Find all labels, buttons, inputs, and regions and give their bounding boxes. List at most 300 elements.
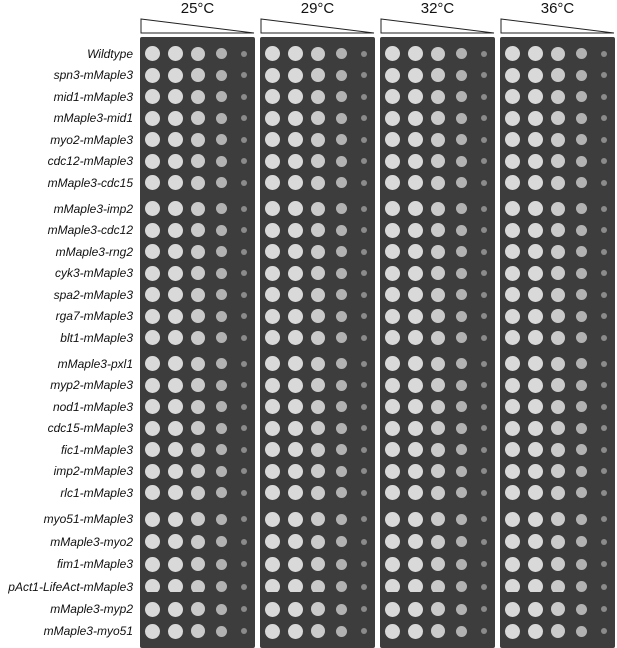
colony-spot: [168, 534, 183, 549]
colony-spot: [456, 156, 467, 167]
strain-label: blt1-mMaple3: [60, 330, 133, 345]
colony-spot: [481, 561, 487, 567]
colony-spot: [551, 176, 565, 190]
colony-spot: [408, 175, 423, 190]
colony-spot: [361, 180, 367, 186]
colony-spot: [336, 581, 347, 592]
colony-spot: [551, 512, 565, 526]
colony-spot: [408, 356, 423, 371]
colony-spot: [408, 464, 423, 479]
colony-spot: [456, 559, 467, 570]
colony-spot: [385, 175, 400, 190]
colony-spot: [191, 443, 205, 457]
colony-spot: [265, 557, 280, 572]
colony-spot: [241, 292, 247, 298]
colony-spot: [311, 378, 325, 392]
colony-spot: [191, 202, 205, 216]
colony-spot: [576, 113, 587, 124]
colony-spot: [241, 468, 247, 474]
colony-spot: [505, 330, 520, 345]
strain-label: myp2-mMaple3: [50, 378, 133, 393]
colony-spot: [145, 602, 160, 617]
colony-spot: [145, 399, 160, 414]
colony-spot: [145, 485, 160, 500]
colony-spot: [191, 624, 205, 638]
colony-spot: [528, 624, 543, 639]
colony-spot: [168, 624, 183, 639]
colony-spot: [505, 602, 520, 617]
colony-spot: [145, 512, 160, 527]
colony-spot: [456, 444, 467, 455]
colony-spot: [241, 490, 247, 496]
colony-spot: [551, 90, 565, 104]
colony-spot: [601, 628, 607, 634]
colony-spot: [551, 133, 565, 147]
colony-spot: [311, 421, 325, 435]
strain-label: mMaple3-cdc15: [47, 175, 133, 190]
colony-spot: [191, 486, 205, 500]
colony-spot: [336, 487, 347, 498]
colony-spot: [408, 442, 423, 457]
colony-spot: [191, 309, 205, 323]
colony-spot: [456, 70, 467, 81]
colony-spot: [601, 94, 607, 100]
colony-spot: [191, 133, 205, 147]
colony-spot: [481, 516, 487, 522]
colony-spot: [265, 287, 280, 302]
colony-spot: [336, 466, 347, 477]
colony-spot: [145, 442, 160, 457]
colony-spot: [336, 626, 347, 637]
colony-spot: [505, 464, 520, 479]
colony-spot: [168, 485, 183, 500]
colony-spot: [431, 512, 445, 526]
colony-spot: [431, 557, 445, 571]
colony-spot: [528, 154, 543, 169]
colony-spot: [431, 266, 445, 280]
strain-label: mMaple3-pxl1: [57, 356, 133, 371]
colony-spot: [216, 514, 227, 525]
agar-plate: [500, 502, 615, 604]
colony-spot: [288, 378, 303, 393]
colony-spot: [385, 557, 400, 572]
colony-spot: [361, 447, 367, 453]
temperature-label: 29°C: [300, 0, 335, 17]
colony-spot: [216, 444, 227, 455]
colony-spot: [431, 47, 445, 61]
colony-spot: [336, 134, 347, 145]
colony-spot: [481, 115, 487, 121]
agar-plate: [140, 37, 255, 200]
colony-spot: [551, 245, 565, 259]
colony-spot: [431, 133, 445, 147]
colony-spot: [336, 177, 347, 188]
colony-spot: [168, 557, 183, 572]
colony-spot: [431, 357, 445, 371]
colony-spot: [528, 244, 543, 259]
colony-spot: [385, 602, 400, 617]
strain-label: nod1-mMaple3: [52, 399, 133, 414]
colony-spot: [168, 132, 183, 147]
colony-spot: [505, 356, 520, 371]
colony-spot: [456, 423, 467, 434]
colony-spot: [551, 535, 565, 549]
colony-spot: [336, 268, 347, 279]
colony-spot: [311, 133, 325, 147]
colony-spot: [311, 176, 325, 190]
colony-spot: [431, 90, 445, 104]
colony-spot: [385, 287, 400, 302]
colony-spot: [385, 378, 400, 393]
colony-spot: [145, 201, 160, 216]
colony-spot: [145, 378, 160, 393]
colony-spot: [361, 313, 367, 319]
colony-spot: [241, 227, 247, 233]
colony-spot: [191, 111, 205, 125]
colony-spot: [265, 442, 280, 457]
colony-spot: [145, 534, 160, 549]
colony-spot: [601, 158, 607, 164]
colony-spot: [481, 628, 487, 634]
colony-spot: [265, 330, 280, 345]
colony-spot: [311, 464, 325, 478]
colony-spot: [481, 51, 487, 57]
colony-spot: [456, 225, 467, 236]
colony-spot: [311, 68, 325, 82]
colony-spot: [576, 48, 587, 59]
strain-label: fim1-mMaple3: [56, 557, 133, 572]
colony-spot: [145, 356, 160, 371]
colony-spot: [576, 311, 587, 322]
colony-spot: [168, 356, 183, 371]
colony-spot: [216, 380, 227, 391]
colony-spot: [456, 246, 467, 257]
colony-spot: [191, 535, 205, 549]
colony-spot: [576, 487, 587, 498]
colony-spot: [505, 309, 520, 324]
colony-spot: [311, 309, 325, 323]
colony-spot: [265, 512, 280, 527]
colony-spot: [601, 425, 607, 431]
colony-spot: [216, 559, 227, 570]
colony-spot: [168, 266, 183, 281]
strain-label: mMaple3-myo51: [43, 624, 133, 638]
colony-spot: [408, 287, 423, 302]
colony-spot: [145, 309, 160, 324]
agar-plate: [140, 592, 255, 648]
colony-spot: [336, 156, 347, 167]
colony-spot: [288, 330, 303, 345]
colony-spot: [481, 270, 487, 276]
colony-spot: [505, 175, 520, 190]
colony-spot: [191, 400, 205, 414]
colony-spot: [408, 534, 423, 549]
colony-spot: [576, 134, 587, 145]
colony-spot: [528, 111, 543, 126]
colony-spot: [528, 442, 543, 457]
colony-spot: [576, 626, 587, 637]
colony-spot: [361, 249, 367, 255]
colony-spot: [216, 113, 227, 124]
colony-spot: [505, 132, 520, 147]
colony-spot: [431, 378, 445, 392]
colony-spot: [361, 539, 367, 545]
colony-spot: [505, 223, 520, 238]
colony-spot: [311, 557, 325, 571]
colony-spot: [385, 201, 400, 216]
colony-spot: [241, 584, 247, 590]
colony-spot: [456, 134, 467, 145]
colony-spot: [601, 539, 607, 545]
colony-spot: [241, 72, 247, 78]
colony-spot: [336, 203, 347, 214]
colony-spot: [551, 154, 565, 168]
colony-spot: [191, 288, 205, 302]
colony-spot: [241, 51, 247, 57]
dilution-wedge-icon: [260, 18, 375, 34]
strain-label: pAct1-LifeAct-mMaple3: [8, 579, 133, 594]
colony-spot: [601, 447, 607, 453]
agar-plate: [500, 592, 615, 648]
colony-spot: [216, 358, 227, 369]
colony-spot: [456, 626, 467, 637]
colony-spot: [481, 606, 487, 612]
colony-spot: [288, 175, 303, 190]
colony-spot: [408, 330, 423, 345]
colony-spot: [145, 330, 160, 345]
colony-spot: [241, 180, 247, 186]
colony-spot: [551, 557, 565, 571]
colony-spot: [168, 68, 183, 83]
colony-spot: [481, 313, 487, 319]
colony-spot: [216, 332, 227, 343]
colony-spot: [288, 534, 303, 549]
colony-spot: [265, 624, 280, 639]
colony-spot: [505, 421, 520, 436]
colony-spot: [216, 487, 227, 498]
colony-spot: [311, 602, 325, 616]
colony-spot: [336, 380, 347, 391]
colony-spot: [288, 309, 303, 324]
colony-spot: [288, 442, 303, 457]
colony-spot: [216, 289, 227, 300]
colony-spot: [481, 584, 487, 590]
colony-spot: [408, 266, 423, 281]
colony-spot: [216, 268, 227, 279]
colony-spot: [216, 604, 227, 615]
colony-spot: [456, 289, 467, 300]
colony-spot: [168, 111, 183, 126]
colony-spot: [551, 486, 565, 500]
colony-spot: [241, 382, 247, 388]
colony-spot: [361, 137, 367, 143]
colony-spot: [168, 89, 183, 104]
strain-label: myo2-mMaple3: [50, 132, 133, 147]
colony-spot: [456, 332, 467, 343]
colony-spot: [408, 111, 423, 126]
colony-spot: [505, 512, 520, 527]
colony-spot: [431, 464, 445, 478]
colony-spot: [311, 624, 325, 638]
colony-spot: [265, 378, 280, 393]
colony-spot: [311, 202, 325, 216]
colony-spot: [168, 175, 183, 190]
colony-spot: [265, 46, 280, 61]
colony-spot: [431, 176, 445, 190]
colony-spot: [481, 361, 487, 367]
colony-spot: [288, 132, 303, 147]
colony-spot: [408, 68, 423, 83]
colony-spot: [576, 358, 587, 369]
colony-spot: [528, 201, 543, 216]
temperature-label: 25°C: [180, 0, 215, 17]
colony-spot: [528, 378, 543, 393]
colony-spot: [576, 332, 587, 343]
colony-spot: [361, 382, 367, 388]
strain-label: mMaple3-mid1: [53, 111, 133, 126]
colony-spot: [408, 378, 423, 393]
colony-spot: [216, 246, 227, 257]
colony-spot: [528, 485, 543, 500]
colony-spot: [528, 534, 543, 549]
colony-spot: [336, 444, 347, 455]
colony-spot: [431, 68, 445, 82]
colony-spot: [456, 581, 467, 592]
colony-spot: [361, 158, 367, 164]
colony-spot: [601, 404, 607, 410]
strain-label: cdc15-mMaple3: [47, 421, 133, 436]
colony-spot: [265, 266, 280, 281]
colony-spot: [241, 335, 247, 341]
colony-spot: [481, 335, 487, 341]
colony-spot: [505, 111, 520, 126]
colony-spot: [265, 399, 280, 414]
colony-spot: [601, 206, 607, 212]
colony-spot: [505, 624, 520, 639]
colony-spot: [528, 266, 543, 281]
colony-spot: [481, 137, 487, 143]
colony-spot: [241, 606, 247, 612]
colony-spot: [361, 227, 367, 233]
colony-spot: [601, 468, 607, 474]
colony-spot: [385, 132, 400, 147]
colony-spot: [456, 514, 467, 525]
colony-spot: [456, 268, 467, 279]
colony-spot: [601, 51, 607, 57]
colony-spot: [241, 361, 247, 367]
colony-spot: [168, 421, 183, 436]
colony-spot: [385, 46, 400, 61]
colony-spot: [145, 244, 160, 259]
colony-spot: [551, 421, 565, 435]
colony-spot: [288, 464, 303, 479]
colony-spot: [408, 201, 423, 216]
agar-plate: [500, 37, 615, 200]
colony-spot: [505, 68, 520, 83]
colony-spot: [288, 154, 303, 169]
colony-spot: [241, 270, 247, 276]
colony-spot: [191, 602, 205, 616]
colony-spot: [528, 223, 543, 238]
colony-spot: [288, 201, 303, 216]
colony-spot: [288, 266, 303, 281]
colony-spot: [288, 624, 303, 639]
colony-spot: [576, 401, 587, 412]
colony-spot: [408, 223, 423, 238]
colony-spot: [241, 115, 247, 121]
colony-spot: [336, 48, 347, 59]
colony-spot: [241, 404, 247, 410]
colony-spot: [168, 378, 183, 393]
colony-spot: [288, 46, 303, 61]
colony-spot: [408, 624, 423, 639]
colony-spot: [528, 356, 543, 371]
colony-spot: [191, 223, 205, 237]
colony-spot: [145, 89, 160, 104]
colony-spot: [481, 490, 487, 496]
colony-spot: [481, 180, 487, 186]
agar-plate: [140, 502, 255, 604]
colony-spot: [528, 464, 543, 479]
colony-spot: [191, 245, 205, 259]
colony-spot: [216, 581, 227, 592]
colony-spot: [505, 201, 520, 216]
colony-spot: [601, 227, 607, 233]
strain-label: spn3-mMaple3: [53, 68, 133, 83]
colony-spot: [168, 602, 183, 617]
colony-spot: [456, 203, 467, 214]
colony-spot: [241, 628, 247, 634]
colony-spot: [528, 399, 543, 414]
colony-spot: [385, 464, 400, 479]
colony-spot: [431, 421, 445, 435]
colony-spot: [576, 268, 587, 279]
agar-plate: [260, 37, 375, 200]
colony-spot: [288, 111, 303, 126]
colony-spot: [288, 485, 303, 500]
colony-spot: [145, 132, 160, 147]
colony-spot: [408, 602, 423, 617]
colony-spot: [288, 602, 303, 617]
colony-spot: [431, 288, 445, 302]
colony-spot: [241, 158, 247, 164]
colony-spot: [361, 606, 367, 612]
colony-spot: [481, 158, 487, 164]
colony-spot: [191, 266, 205, 280]
colony-spot: [601, 249, 607, 255]
colony-spot: [385, 624, 400, 639]
strain-label: mMaple3-rng2: [55, 244, 133, 259]
colony-spot: [361, 115, 367, 121]
colony-spot: [601, 490, 607, 496]
colony-spot: [191, 331, 205, 345]
colony-spot: [361, 516, 367, 522]
colony-spot: [385, 399, 400, 414]
colony-spot: [601, 382, 607, 388]
colony-spot: [191, 176, 205, 190]
colony-spot: [168, 512, 183, 527]
colony-spot: [601, 72, 607, 78]
colony-spot: [191, 357, 205, 371]
colony-spot: [528, 46, 543, 61]
colony-spot: [168, 201, 183, 216]
colony-spot: [265, 201, 280, 216]
colony-spot: [145, 223, 160, 238]
colony-spot: [408, 46, 423, 61]
colony-spot: [145, 266, 160, 281]
colony-spot: [481, 72, 487, 78]
colony-spot: [456, 604, 467, 615]
